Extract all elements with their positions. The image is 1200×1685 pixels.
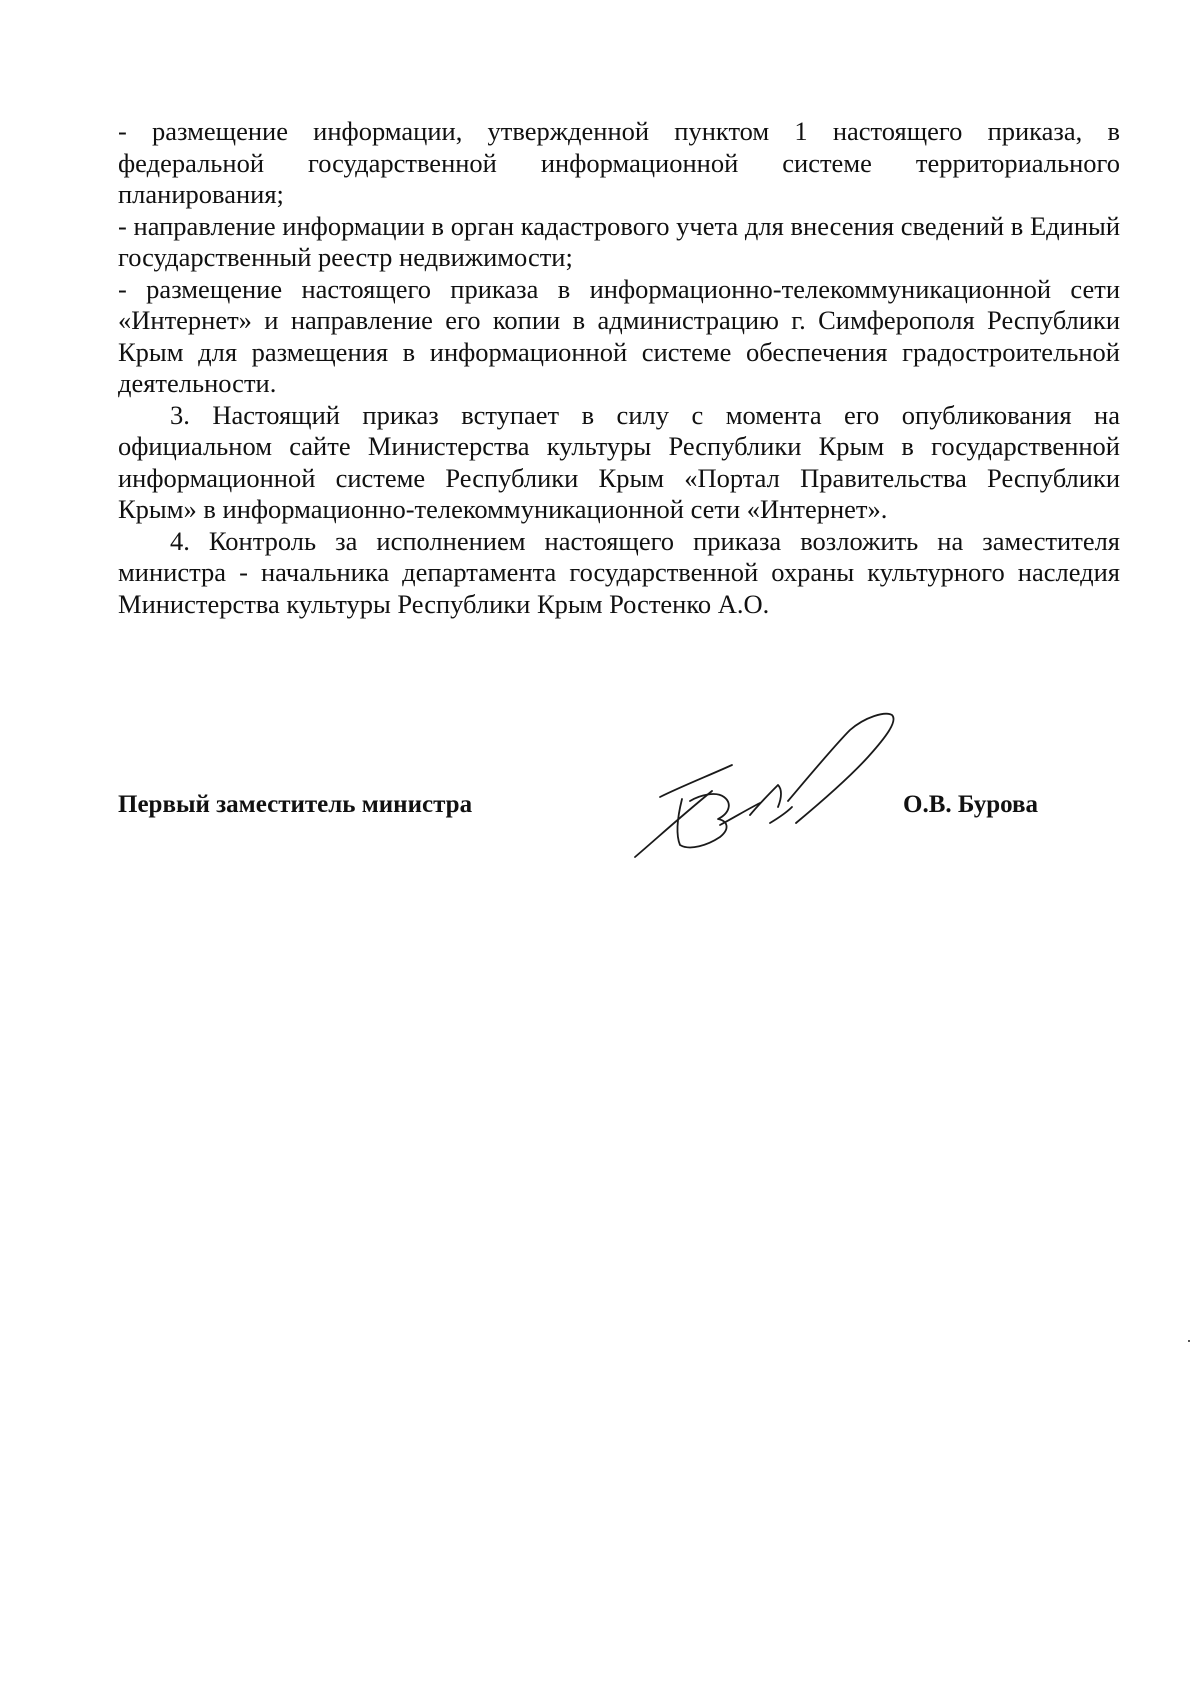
document-body: [118, 116, 1120, 620]
paragraph-bullet-2: - направление информации в орган кадастрового учета для внесения сведений в Единый государственный реестр недвижимости;: [118, 210, 1120, 272]
paragraph-item-4: 4. Контроль за исполнением настоящего приказа возложить на заместителя министра - начальника департамента государственной охраны культурного наследия Министерства культуры Республики Крым Ростенко А.О.: [118, 525, 1120, 619]
paragraph-item-3: 3. Настоящий приказ вступает в силу с момента его опубликования на официальном сайте Министерства культуры Республики Крым в государственной информационной системе Республики Крым «Портал Правительства Республики Крым» в информационно-телекоммуникационной сети «Интернет».: [118, 399, 1120, 524]
signer-name: О.В. Бурова: [903, 791, 1039, 818]
scan-speck: [1188, 1340, 1190, 1342]
signer-position-title: Первый заместитель министра: [118, 791, 473, 818]
paragraph-bullet-1: - размещение информации, утвержденной пунктом 1 настоящего приказа, в федеральной государственной информационной системе территориального планирования;: [118, 116, 1120, 209]
handwritten-signature-icon: [620, 705, 910, 865]
paragraph-bullet-3: - размещение настоящего приказа в информационно-телекоммуникационной сети «Интернет» и направление его копии в администрацию г. Симферополя Республики Крым для размещения в информационной системе обеспечения градостроительной деятельности.: [118, 273, 1120, 398]
